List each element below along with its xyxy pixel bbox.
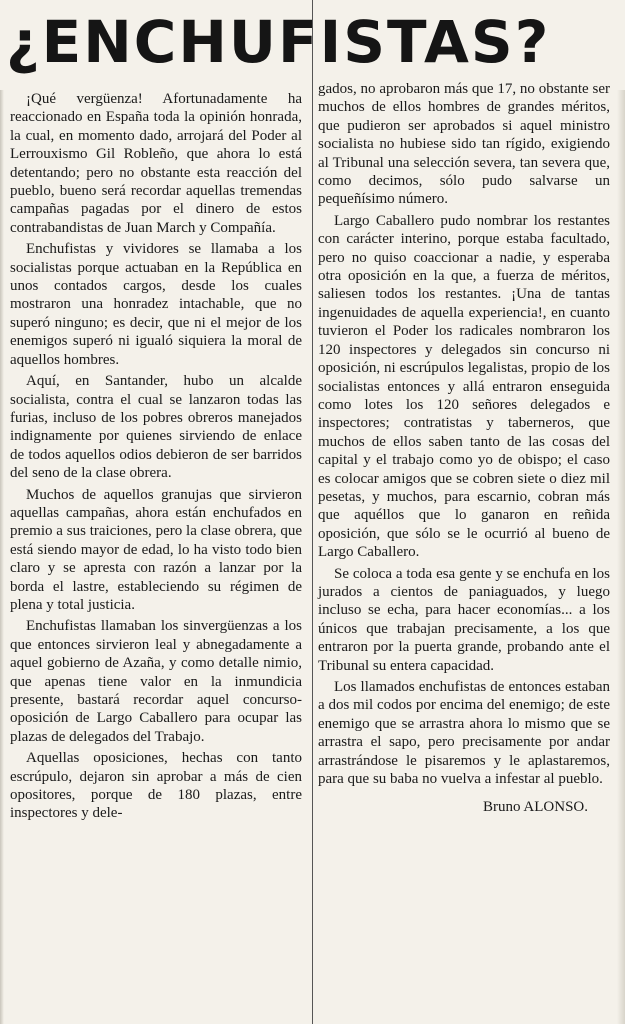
paragraph: Largo Caballero pudo nombrar los restantes con carácter interino, porque estaba facultado, pero no quiso coaccionar a nadie, y esperaba otra oposición en la que, a fuerza de méritos, saliesen todos los restantes. ¡Una de tantas ingenuidades de aquella experiencia!, en cuanto tuvieron el Poder los radicales nombraron los 120 inspectores y delegados sin concurso ni oposición, ni escrúpulos legalistas, propio de los socialistas entonces y allá entraron enseguida como lotes los 120 señores delegados e inspectores; contratistas y taberneros, que muchos de ellos saben tanto de las cosas del capital y el trabajo como yo de obispo; el caso es colocar amigos que se cobren siete o diez mil pesetas, y muchos, para escarnio, cobran más que aquéllos que lo ganaron en reñida oposición, que sólo se le ocurrió al bueno de Largo Caballero. [318,212,610,561]
page-edge-shadow-right [617,90,625,1024]
paragraph-continuation: gados, no aprobaron más que 17, no obstante ser muchos de ellos hombres de grandes méritos, que pudieron ser aprobados si aquel ministro socialista no hubiese sido tan rígido, exigiendo al Tribunal una selección severa, tan severa que, como decimos, sólo pudo salvarse un pequeñísimo número. [318,81,610,208]
paragraph: Aquellas oposiciones, hechas con tanto escrúpulo, dejaron sin aprobar a más de cien opositores, porque de 180 plazas, entre inspectores y dele- [10,750,302,822]
right-column [318,80,610,817]
paragraph: ¡Qué vergüenza! Afortunadamente ha reaccionado en España toda la opinión honrada, la cual, en momento dado, arrojará del Poder al Lerrouxismo Gil Robleño, que ahora lo está detentando; pero no obstante esta reacción del pueblo, bueno será recordar aquellas tremendas campañas pagadas por el dinero de estos contrabandistas de Juan March y Compañía. [10,91,302,236]
paragraph: Enchufistas llamaban los sinvergüenzas a los que entonces sirvieron leal y abnegadamente a aquel gobierno de Azaña, y como detalle nimio, que apenas tiene valor en la inmundicia presente, bastará recordar aquel concurso-oposición de Largo Caballero para ocupar las plazas de delegados del Trabajo. [10,618,302,745]
paragraph: Los llamados enchufistas de entonces estaban a dos mil codos por encima del enemigo; de este enemigo que se arrastra ahora lo mismo que se arrastra el sapo, pero precisamente por andar arrastrándose le pisaremos y le aplastaremos, para que su baba no vuelva a infestar al pueblo. [318,679,610,788]
article-headline: ¿ENCHUFISTAS? [6,8,551,76]
paragraph: Muchos de aquellos granujas que sirvieron aquellas campañas, ahora están enchufados en premio a sus traiciones, pero la clase obrera, que está siendo mayor de edad, lo ha visto todo bien claro y se apresta con razón a lanzar por la borda el lastre, estableciendo su régimen de plena y total justicia. [10,486,302,613]
column-divider [312,0,313,1024]
paragraph: Se coloca a toda esa gente y se enchufa en los jurados a cientos de paniaguados, y luego incluso se echa, para hacer economías... a los únicos que trabajan precisamente, a los que entraron por la puerta grande, probando ante el Tribunal su entera capacidad. [318,565,610,674]
paragraph: Enchufistas y vividores se llamaba a los socialistas porque actuaban en la República en unos contados cargos, desde los cuales mostraron una honradez intachable, que no superó ninguno; es decir, que ni el mejor de los enemigos superó ni igualó siquiera la moral de aquellos hombres. [10,241,302,368]
author-signature: Bruno ALONSO. [482,799,588,816]
paragraph: Aquí, en Santander, hubo un alcalde socialista, contra el cual se lanzaron todas las furias, incluso de los pobres obreros manejados indignamente por quienes sirviendo de enlace de todos aquellos odios debieron de ser barridos del seno de la clase obrera. [10,373,302,482]
page-edge-shadow-left [0,90,4,1024]
left-column [10,90,302,826]
